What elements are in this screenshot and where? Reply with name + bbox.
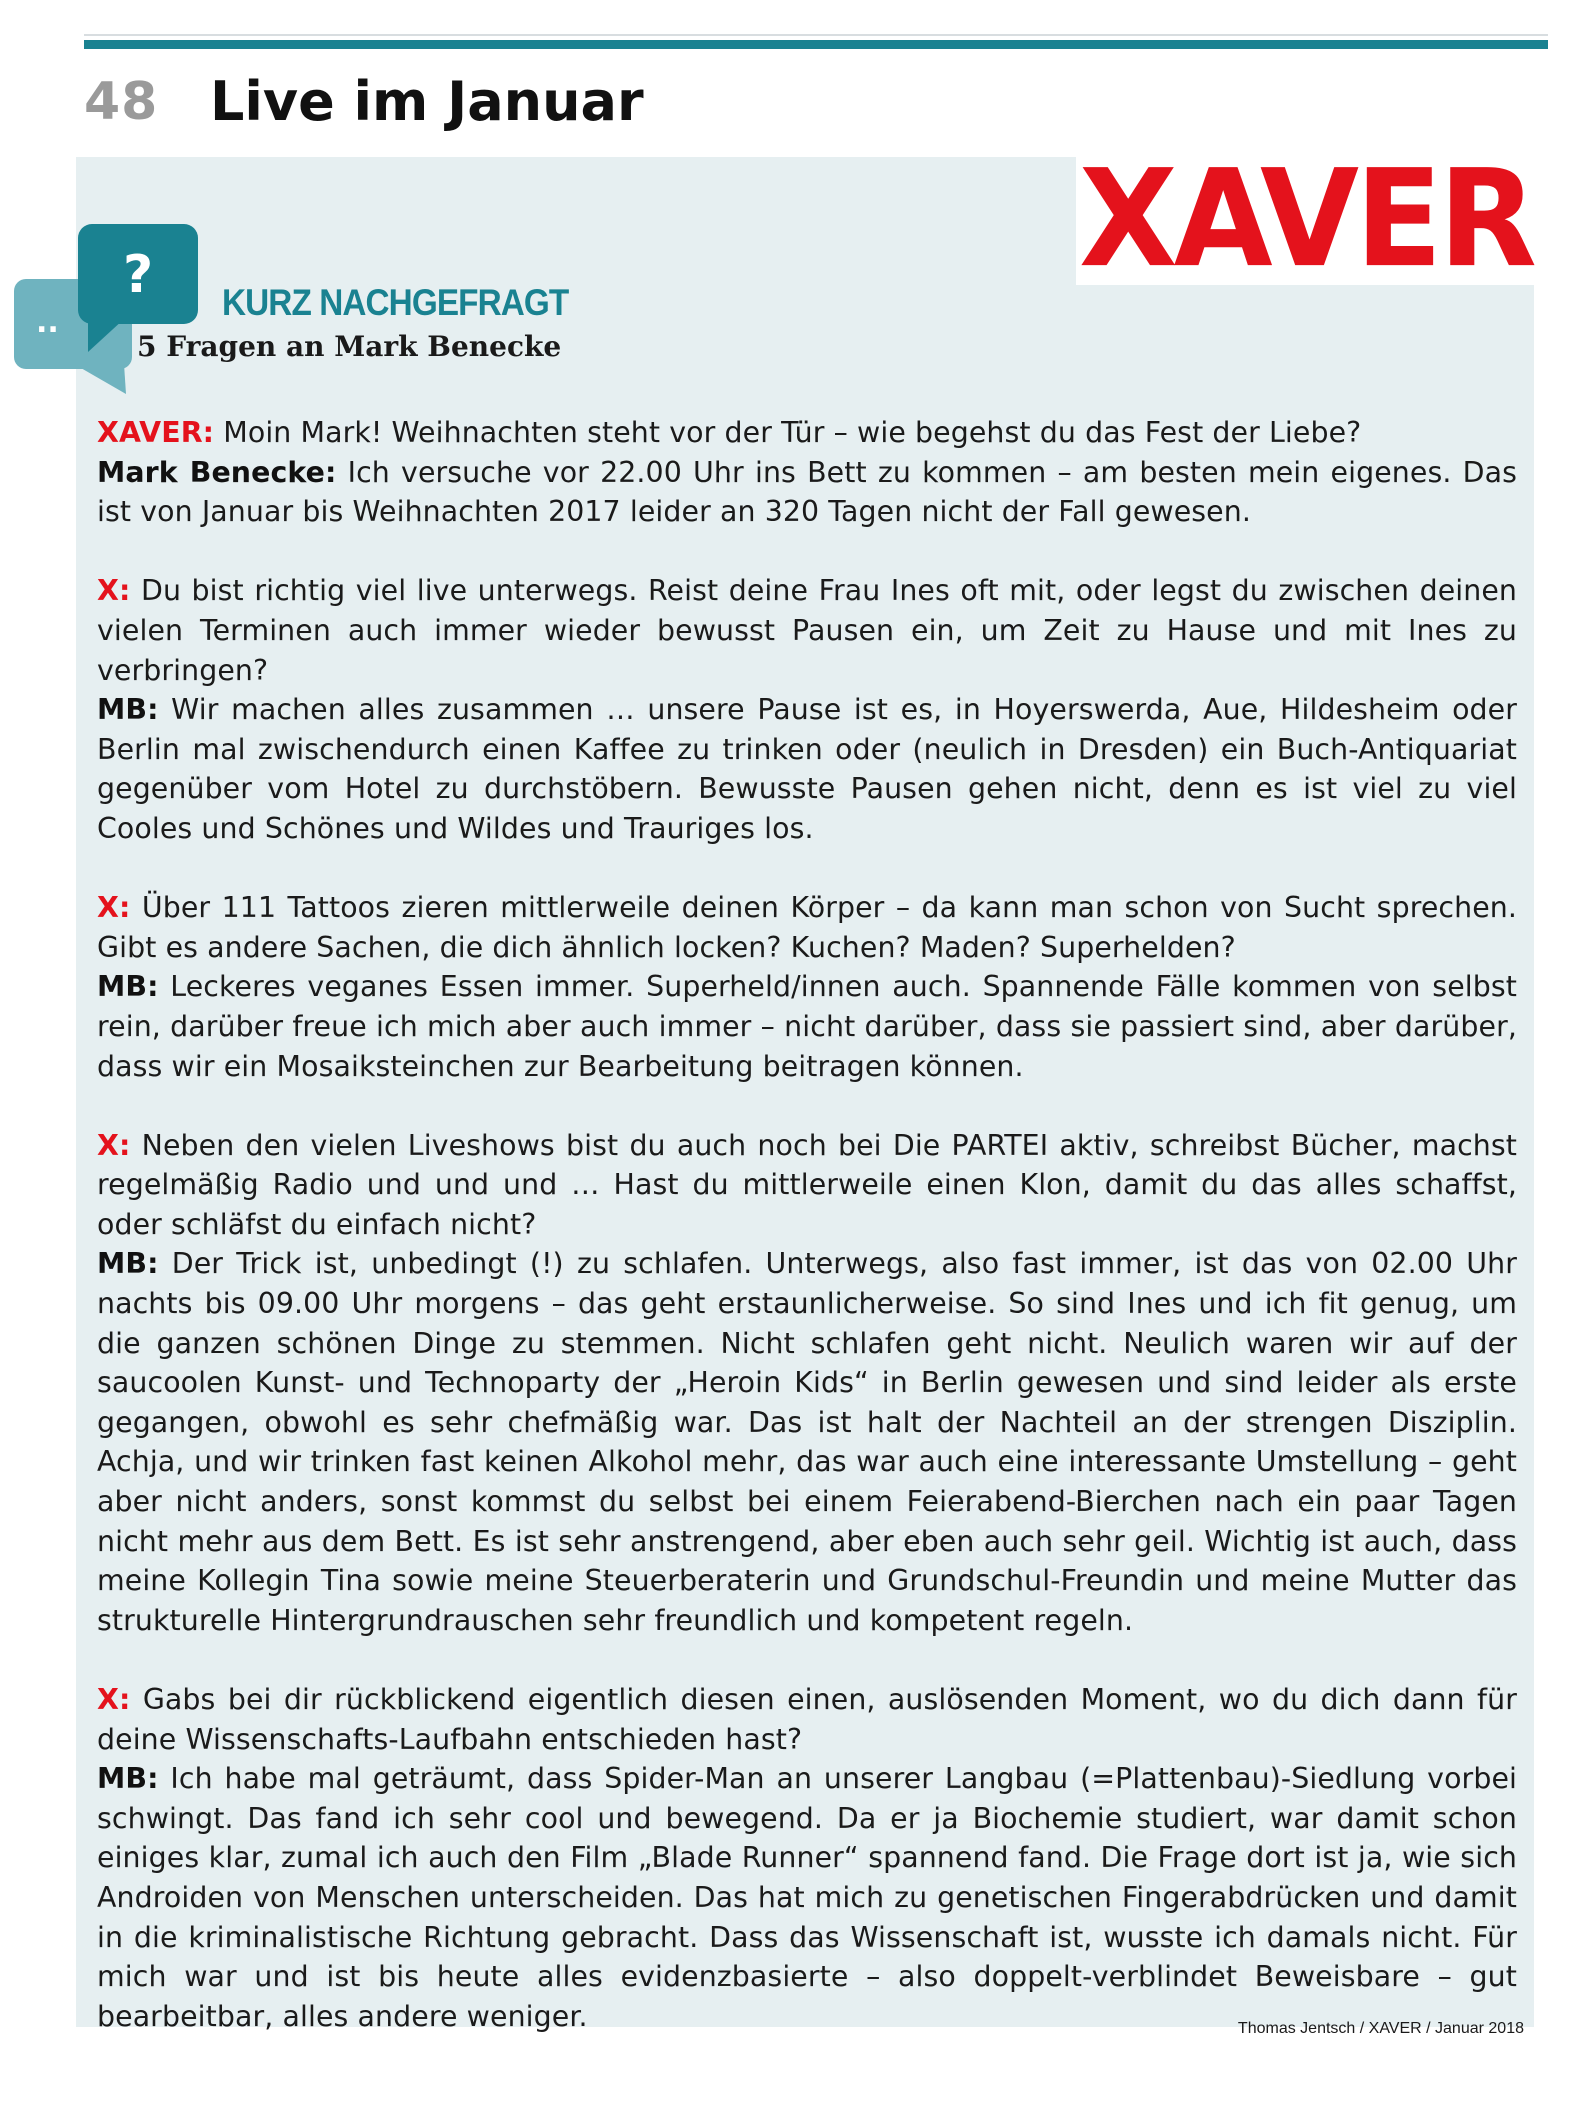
interview-body xyxy=(97,413,1517,2076)
answer-text: Ich versuche vor 22.00 Uhr ins Bett zu kommen – am besten mein eigenes. Das ist von Januar bis Weihnachten 2017 leider an 320 Tagen nicht der Fall gewesen. xyxy=(97,455,1517,529)
question-speaker: X: xyxy=(97,1128,131,1162)
question-speaker: X: xyxy=(97,891,131,925)
question-text: Neben den vielen Liveshows bist du auch noch bei Die PARTEI aktiv, schreibst Bücher, machst regelmäßig Radio und und und … Hast du mittlerweile einen Klon, damit du das alles schaffst, oder schläfst du einfach nicht? xyxy=(97,1128,1517,1241)
speech-bubbles-question-icon xyxy=(14,224,204,394)
qa-block-2 xyxy=(97,571,1517,848)
answer xyxy=(97,690,1517,848)
qa-block-5 xyxy=(97,1680,1517,2036)
question xyxy=(97,888,1517,967)
answer-speaker: MB: xyxy=(97,1762,159,1796)
question-text: Über 111 Tattoos zieren mittlerweile deinen Körper – da kann man schon von Sucht sprechen. Gibt es andere Sachen, die dich ähnlich locken? Kuchen? Maden? Superhelden? xyxy=(97,891,1517,964)
question-text: Moin Mark! Weihnachten steht vor der Tür – wie begehst du das Fest der Liebe? xyxy=(214,416,1362,449)
dots-symbol: .. xyxy=(36,305,59,340)
question xyxy=(97,1680,1517,1759)
answer-speaker: MB: xyxy=(97,970,159,1004)
xaver-logo-text: XAVER xyxy=(1078,141,1534,298)
question xyxy=(97,413,1517,453)
question-speaker: XAVER: xyxy=(97,416,215,449)
question-text: Gabs bei dir rückblickend eigentlich diesen einen, auslösenden Moment, wo du dich dann für deine Wissenschafts-Laufbahn entschieden hast? xyxy=(97,1683,1517,1756)
qa-block-3 xyxy=(97,888,1517,1086)
answer-text: Der Trick ist, unbedingt (!) zu schlafen. Unterwegs, also fast immer, ist das von 02.00 Uhr nachts bis 09.00 Uhr morgens – das geht erstaunlicherweise. So sind Ines und ich fit genug, um die ganzen schönen Dinge zu stemmen. Nicht schlafen geht nicht. Neulich waren wir auf der saucoolen Kunst- und Technoparty der „Heroin Kids“ in Berlin gewesen und sind leider als erste gegangen, obwohl es sehr chefmäßig war. Das ist halt der Nachteil an der strengen Disziplin. Achja, und wir trinken fast keinen Alkohol mehr, das war auch eine interessante Umstellung – geht aber nicht anders, sonst kommst du selbst bei einem Feierabend-Bierchen nach ein paar Tagen nicht mehr aus dem Bett. Es ist sehr anstrengend, aber eben auch sehr geil. Wichtig ist auch, dass meine Kollegin Tina sowie meine Steuerberaterin und Grundschul-Freundin und meine Mutter das strukturelle Hintergrundrauschen sehr freundlich und kompetent regeln. xyxy=(97,1247,1517,1637)
kicker-heading: KURZ NACHGEFRAGT xyxy=(222,282,569,323)
question xyxy=(97,1126,1517,1245)
answer xyxy=(97,967,1517,1086)
question xyxy=(97,571,1517,690)
answer-speaker: MB: xyxy=(97,693,159,727)
answer-speaker: Mark Benecke: xyxy=(97,455,337,489)
answer xyxy=(97,453,1517,532)
interview-subtitle: 5 Fragen an Mark Benecke xyxy=(137,330,562,363)
answer xyxy=(97,1759,1517,2036)
top-teal-rule xyxy=(84,40,1548,49)
qa-block-4 xyxy=(97,1126,1517,1641)
section-title: Live im Januar xyxy=(210,70,644,133)
question-mark-symbol: ? xyxy=(123,245,154,305)
photo-credit: Thomas Jentsch / XAVER / Januar 2018 xyxy=(1237,2020,1524,2037)
answer-text: Wir machen alles zusammen … unsere Pause ist es, in Hoyerswerda, Aue, Hildesheim oder Berlin mal zwischendurch einen Kaffee zu trinken oder (neulich in Dresden) ein Buch-Antiquariat gegenüber vom Hotel zu durchstöbern. Bewusste Pausen gehen nicht, denn es ist viel zu viel Cooles und Schönes und Wildes und Trauriges los. xyxy=(97,693,1517,845)
question-text: Du bist richtig viel live unterwegs. Reist deine Frau Ines oft mit, oder legst du zwischen deinen vielen Terminen auch immer wieder bewusst Pausen ein, um Zeit zu Hause und mit Ines zu verbringen? xyxy=(97,574,1517,687)
question-speaker: X: xyxy=(97,574,131,608)
top-thin-rule xyxy=(84,34,1548,36)
answer xyxy=(97,1244,1517,1640)
page-number: 48 xyxy=(84,72,159,132)
question-speaker: X: xyxy=(97,1683,131,1716)
answer-text: Leckeres veganes Essen immer. Superheld/innen auch. Spannende Fälle kommen von selbst rein, darüber freue ich mich aber auch immer – nicht darüber, dass sie passiert sind, aber darüber, dass wir ein Mosaiksteinchen zur Bearbeitung beitragen können. xyxy=(97,970,1517,1083)
xaver-logo xyxy=(1076,141,1536,298)
answer-text: Ich habe mal geträumt, dass Spider-Man an unserer Langbau (=Plattenbau)-Siedlung vorbei schwingt. Das fand ich sehr cool und bewegend. Da er ja Biochemie studiert, war damit schon einiges klar, zumal ich auch den Film „Blade Runner“ spannend fand. Die Frage dort ist ja, wie sich Androiden von Menschen unterscheiden. Das hat mich zu genetischen Fingerabdrücken und damit in die kriminalistische Richtung gebracht. Dass das Wissenschaft ist, wusste ich damals nicht. Für mich war und ist bis heute alles evidenzbasierte – also doppelt-verblindet Beweisbare – gut bearbeitbar, alles andere weniger. xyxy=(97,1762,1517,2033)
answer-speaker: MB: xyxy=(97,1247,159,1281)
qa-block-1 xyxy=(97,413,1517,532)
